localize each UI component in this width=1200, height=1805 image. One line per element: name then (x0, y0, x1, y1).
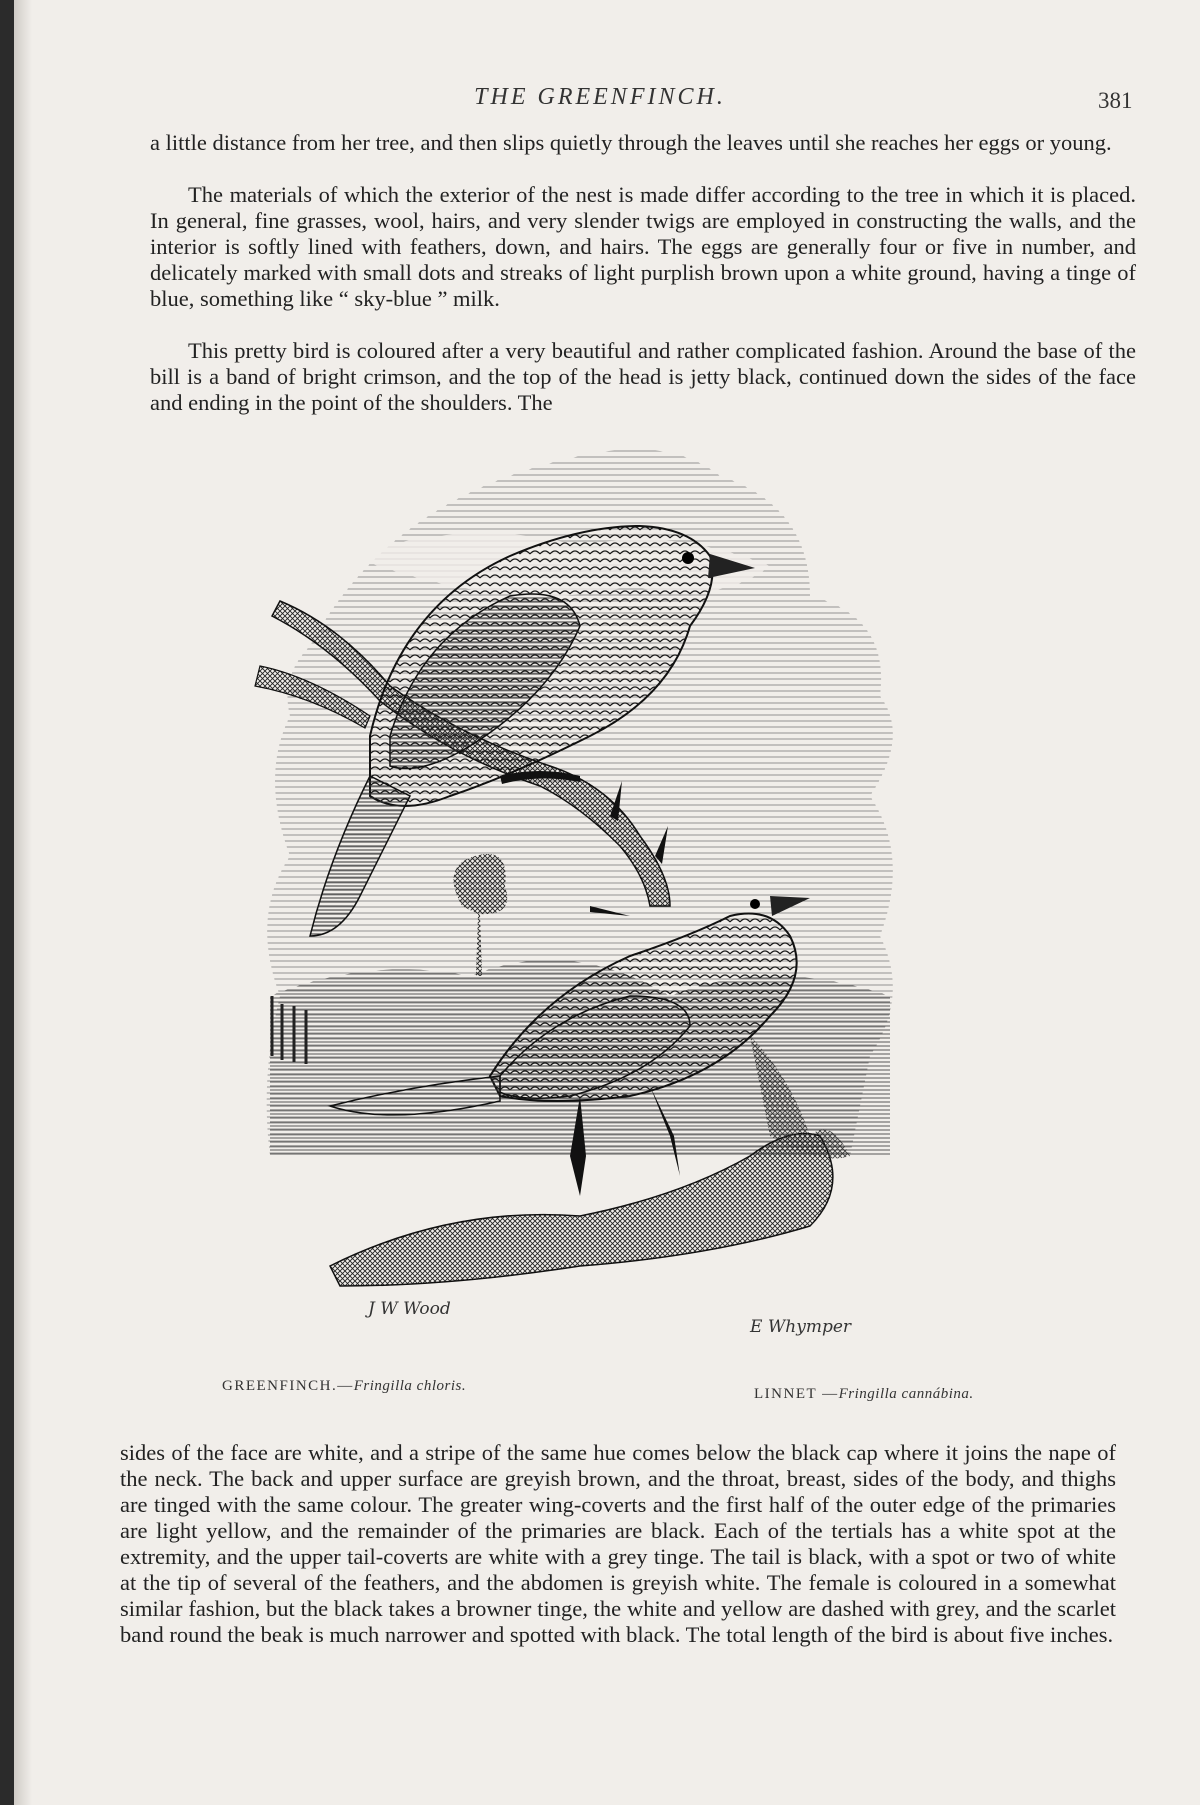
paragraph-3: This pretty bird is coloured after a very beautiful and rather complicated fashion. Around the base of the bill is a band of bright crimson, and the top of the head is jetty black, continued down the sides of the face and ending in the point of the shoulders. The (150, 338, 1136, 415)
linnet-eye (750, 899, 760, 909)
engraver-signature-right: E Whymper (750, 1317, 852, 1337)
bird-engraving-illustration (250, 436, 1010, 1346)
paragraph-1: a little distance from her tree, and then slips quietly through the leaves until she reaches her eggs or young. (150, 130, 1112, 155)
caption-greenfinch-name: GREENFINCH.— (222, 1378, 354, 1394)
paragraph-4: sides of the face are white, and a stripe of the same hue comes below the black cap where it joins the nape of the neck. The back and upper surface are greyish brown, and the throat, breast, sides of the body, and thighs are tinged with the same colour. The greater wing-coverts and the first half of the outer edge of the primaries are light yellow, and the remainder of the primaries are black. Each of the tertials has a white spot at the extremity, and the upper tail-coverts are white with a grey tinge. The tail is black, with a spot or two of white at the tip of several of the feathers, and the abdomen is greyish white. The female is coloured in a somewhat similar fashion, but the black takes a browner tinge, the white and yellow are dashed with grey, and the scarlet band round the beak is much narrower and spotted with black. The total length of the bird is about five inches. (120, 1440, 1116, 1647)
running-head: THE GREENFINCH. (474, 84, 726, 110)
caption-linnet-name: LINNET — (754, 1386, 839, 1402)
caption-linnet-latin: Fringilla cannábina. (838, 1386, 974, 1402)
caption-greenfinch (222, 1378, 466, 1395)
page-number: 381 (1098, 88, 1133, 113)
engraver-signature-left: J W Wood (368, 1299, 451, 1319)
caption-linnet (754, 1386, 974, 1403)
book-gutter-edge (0, 0, 14, 1805)
paragraph-2: The materials of which the exterior of the nest is made differ according to the tree in which it is placed. In general, fine grasses, wool, hairs, and very slender twigs are employed in constructing the walls, and the interior is softly lined with feathers, down, and hairs. The eggs are generally four or five in number, and delicately marked with small dots and streaks of light purplish brown upon a white ground, having a tinge of blue, something like “ sky-blue ” milk. (150, 182, 1136, 311)
caption-greenfinch-latin: Fringilla chloris. (353, 1378, 467, 1394)
greenfinch-eye (682, 552, 694, 564)
gutter-shadow (14, 0, 32, 1805)
